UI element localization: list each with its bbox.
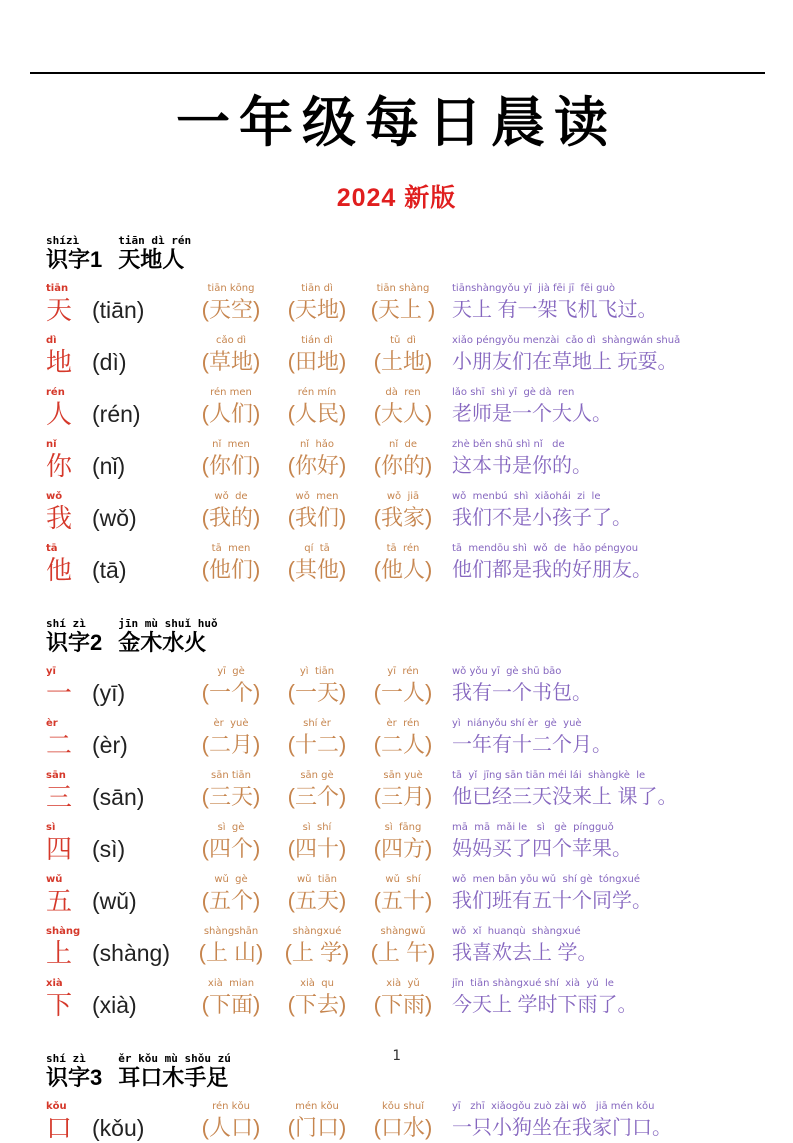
- word-item: [274, 977, 360, 1020]
- reading-text: (yī): [92, 680, 126, 707]
- word-list: [188, 925, 446, 968]
- sentence: [452, 717, 612, 760]
- section-chars: [118, 234, 191, 273]
- word-pinyin: tiān kōng: [207, 283, 255, 295]
- headword: [46, 925, 92, 968]
- headword: [46, 334, 92, 377]
- reading: [92, 886, 188, 916]
- reading: [92, 782, 188, 812]
- word-item: [360, 438, 446, 481]
- headword-char: 上: [46, 938, 73, 969]
- section-number-text: 识字3: [46, 1065, 103, 1091]
- vocab-row: [46, 769, 785, 812]
- reading: [92, 834, 188, 864]
- word-pinyin: nǐ hǎo: [299, 439, 335, 451]
- word-item: [274, 282, 360, 325]
- headword-pinyin: sān: [46, 770, 66, 782]
- headword-pinyin: sì: [46, 822, 56, 834]
- word-text: (天空): [201, 297, 261, 323]
- sentence-pinyin: tā yǐ jīng sān tiān méi lái shàngkè le: [452, 770, 646, 782]
- reading: [92, 555, 188, 585]
- sentence: [452, 665, 592, 708]
- sentence-pinyin: mā mā mǎi le sì gè píngguǒ: [452, 822, 614, 834]
- section-number-pinyin: shízì: [46, 234, 80, 248]
- section-chars-text: 金木水火: [118, 630, 207, 656]
- word-pinyin: tā rén: [386, 543, 420, 555]
- word-pinyin: xià yǔ: [386, 978, 420, 990]
- headword-char: 你: [46, 451, 73, 482]
- headword: [46, 1100, 92, 1143]
- word-text: (天地): [287, 297, 347, 323]
- word-item: [188, 769, 274, 812]
- vocab-row: [46, 438, 785, 481]
- headword: [46, 717, 92, 760]
- headword-pinyin: yī: [46, 666, 56, 678]
- section-chars: [118, 617, 217, 656]
- word-text: (大人): [373, 401, 433, 427]
- word-text: (上 山): [198, 940, 264, 966]
- vocab-row: [46, 1100, 785, 1143]
- word-item: [274, 925, 360, 968]
- reading: [92, 347, 188, 377]
- word-pinyin: wǒ jiā: [386, 491, 420, 503]
- word-text: (你的): [373, 453, 433, 479]
- section-number-text: 识字2: [46, 630, 103, 656]
- headword-pinyin: dì: [46, 335, 57, 347]
- word-item: [274, 490, 360, 533]
- sentence-pinyin: wǒ men bān yǒu wǔ shí gè tóngxué: [452, 874, 640, 886]
- word-text: (五天): [287, 888, 347, 914]
- word-pinyin: dà ren: [385, 387, 421, 399]
- sentence-text: 老师是一个大人。: [452, 403, 612, 426]
- word-list: [188, 334, 446, 377]
- headword-char: 三: [46, 782, 73, 813]
- reading-text: (sì): [92, 836, 126, 863]
- headword-char: 五: [46, 886, 73, 917]
- sentence: [452, 1100, 672, 1143]
- word-text: (你们): [201, 453, 261, 479]
- sentence-pinyin: jīn tiān shàngxué shí xià yǔ le: [452, 978, 614, 990]
- sentence-text: 我们不是小孩子了。: [452, 507, 632, 530]
- word-text: (我们): [287, 505, 347, 531]
- reading: [92, 678, 188, 708]
- sentence-text: 我喜欢去上 学。: [452, 942, 598, 965]
- headword: [46, 386, 92, 429]
- word-text: (下雨): [373, 992, 433, 1018]
- word-list: [188, 717, 446, 760]
- word-item: [188, 977, 274, 1020]
- word-list: [188, 490, 446, 533]
- section: [46, 234, 785, 585]
- word-list: [188, 282, 446, 325]
- section: [46, 617, 785, 1020]
- sentence-pinyin: tā mendōu shì wǒ de hǎo péngyou: [452, 543, 639, 555]
- headword-char: 四: [46, 834, 73, 865]
- sections: [0, 234, 793, 1143]
- word-item: [274, 717, 360, 760]
- headword: [46, 977, 92, 1020]
- word-item: [360, 282, 446, 325]
- word-item: [360, 769, 446, 812]
- word-pinyin: rén mín: [297, 387, 337, 399]
- sentence-text: 天上 有一架飞机飞过。: [452, 299, 658, 322]
- word-text: (门口): [287, 1115, 347, 1141]
- word-pinyin: sì gè: [217, 822, 245, 834]
- word-item: [274, 665, 360, 708]
- word-pinyin: kǒu shuǐ: [381, 1101, 425, 1113]
- reading: [92, 730, 188, 760]
- word-text: (三个): [287, 784, 347, 810]
- word-list: [188, 977, 446, 1020]
- word-item: [360, 665, 446, 708]
- section-header: [46, 234, 785, 273]
- word-pinyin: tā men: [211, 543, 251, 555]
- reading-text: (dì): [92, 349, 127, 376]
- headword-char: 地: [46, 347, 73, 378]
- word-text: (我的): [201, 505, 261, 531]
- reading: [92, 451, 188, 481]
- sentence: [452, 821, 632, 864]
- headword-char: 我: [46, 503, 73, 534]
- headword-char: 天: [46, 295, 73, 326]
- word-text: (草地): [201, 349, 261, 375]
- word-item: [360, 977, 446, 1020]
- headword-pinyin: wǒ: [46, 491, 63, 503]
- headword-pinyin: shàng: [46, 926, 81, 938]
- headword: [46, 542, 92, 585]
- word-pinyin: sì fāng: [384, 822, 422, 834]
- section-chars-pinyin: jīn mù shuǐ huǒ: [118, 617, 218, 631]
- word-pinyin: èr rén: [386, 718, 420, 730]
- word-text: (四个): [201, 836, 261, 862]
- word-item: [274, 334, 360, 377]
- word-text: (田地): [287, 349, 347, 375]
- word-text: (上 学): [284, 940, 350, 966]
- sentence-pinyin: wǒ yǒu yī gè shū bāo: [452, 666, 562, 678]
- word-text: (三天): [201, 784, 261, 810]
- word-pinyin: rén men: [210, 387, 252, 399]
- headword: [46, 438, 92, 481]
- word-pinyin: wǔ tiān: [296, 874, 338, 886]
- section-number: [46, 234, 102, 273]
- word-list: [188, 1100, 446, 1143]
- word-item: [188, 925, 274, 968]
- page-subtitle: 2024 新版: [336, 184, 457, 213]
- word-text: (天上 ): [370, 297, 436, 323]
- headword-pinyin: wǔ: [46, 874, 63, 886]
- section-chars-pinyin: ěr kǒu mù shǒu zú: [118, 1052, 231, 1066]
- word-pinyin: wǒ de: [214, 491, 248, 503]
- sentence: [452, 542, 652, 585]
- word-item: [188, 821, 274, 864]
- word-pinyin: yī rén: [387, 666, 419, 678]
- word-item: [360, 1100, 446, 1143]
- vocab-row: [46, 977, 785, 1020]
- word-item: [274, 1100, 360, 1143]
- word-item: [188, 282, 274, 325]
- word-item: [188, 717, 274, 760]
- vocab-row: [46, 386, 785, 429]
- section-chars-text: 耳口木手足: [118, 1065, 229, 1091]
- reading: [92, 938, 188, 968]
- word-item: [274, 873, 360, 916]
- top-divider: [30, 72, 765, 74]
- word-pinyin: sān yuè: [383, 770, 423, 782]
- headword-char: 他: [46, 555, 73, 586]
- word-item: [360, 873, 446, 916]
- sentence-pinyin: yī zhī xiǎogǒu zuò zài wǒ jiā mén kǒu: [452, 1101, 655, 1113]
- word-list: [188, 769, 446, 812]
- sentence-pinyin: xiǎo péngyǒu menzài cǎo dì shàngwán shuǎ: [452, 335, 681, 347]
- sentence: [452, 282, 658, 325]
- word-item: [360, 821, 446, 864]
- word-pinyin: yī gè: [217, 666, 245, 678]
- section-chars-text: 天地人: [118, 247, 185, 273]
- word-item: [360, 490, 446, 533]
- reading-text: (wǒ): [92, 505, 137, 532]
- word-item: [188, 873, 274, 916]
- reading: [92, 1113, 188, 1143]
- word-pinyin: yì tiān: [299, 666, 335, 678]
- sentence: [452, 925, 598, 968]
- word-item: [188, 1100, 274, 1143]
- headword-pinyin: nǐ: [46, 439, 57, 451]
- vocab-row: [46, 542, 785, 585]
- sentence-text: 一只小狗坐在我家门口。: [452, 1117, 672, 1140]
- word-pinyin: shàngshān: [203, 926, 259, 938]
- word-pinyin: shàngwǔ: [380, 926, 426, 938]
- word-text: (五个): [201, 888, 261, 914]
- word-pinyin: wǔ gè: [214, 874, 248, 886]
- vocab-row: [46, 665, 785, 708]
- word-text: (口水): [373, 1115, 433, 1141]
- word-list: [188, 821, 446, 864]
- word-text: (其他): [287, 557, 347, 583]
- section-number-pinyin: shí zì: [46, 1052, 86, 1066]
- sentence-pinyin: yì niányǒu shí èr gè yuè: [452, 718, 582, 730]
- sentence-text: 一年有十二个月。: [452, 734, 612, 757]
- reading-text: (wǔ): [92, 888, 137, 915]
- reading-text: (shàng): [92, 940, 170, 967]
- word-item: [360, 925, 446, 968]
- vocab-row: [46, 334, 785, 377]
- headword-pinyin: tā: [46, 543, 58, 555]
- word-text: (十二): [287, 732, 347, 758]
- section-chars-pinyin: tiān dì rén: [118, 234, 192, 248]
- sentence-text: 我们班有五十个同学。: [452, 890, 652, 913]
- section: [46, 1052, 785, 1143]
- word-item: [360, 717, 446, 760]
- word-pinyin: nǐ men: [212, 439, 250, 451]
- word-item: [274, 769, 360, 812]
- sentence: [452, 873, 652, 916]
- reading-text: (nǐ): [92, 453, 126, 480]
- sentence: [452, 977, 638, 1020]
- word-text: (四方): [373, 836, 433, 862]
- headword-char: 下: [46, 990, 73, 1021]
- word-pinyin: sì shí: [302, 822, 332, 834]
- vocab-row: [46, 873, 785, 916]
- reading: [92, 295, 188, 325]
- headword-char: 一: [46, 678, 73, 709]
- word-text: (我家): [373, 505, 433, 531]
- word-item: [188, 490, 274, 533]
- word-pinyin: sān tiān: [210, 770, 252, 782]
- word-item: [274, 438, 360, 481]
- vocab-row: [46, 717, 785, 760]
- reading-text: (sān): [92, 784, 145, 811]
- word-text: (一天): [287, 680, 347, 706]
- word-pinyin: shàngxué: [292, 926, 342, 938]
- headword: [46, 490, 92, 533]
- headword-char: 人: [46, 399, 73, 430]
- word-text: (一个): [201, 680, 261, 706]
- word-list: [188, 665, 446, 708]
- headword-pinyin: kǒu: [46, 1101, 67, 1113]
- reading-text: (kǒu): [92, 1115, 145, 1142]
- word-text: (他人): [373, 557, 433, 583]
- sentence-text: 他们都是我的好朋友。: [452, 559, 652, 582]
- word-pinyin: xià mian: [207, 978, 255, 990]
- vocab-row: [46, 821, 785, 864]
- sentence-text: 小朋友们在草地上 玩耍。: [452, 351, 678, 374]
- vocab-row: [46, 490, 785, 533]
- word-text: (一人): [373, 680, 433, 706]
- headword-char: 口: [46, 1113, 73, 1143]
- sentence-text: 我有一个书包。: [452, 682, 592, 705]
- headword: [46, 282, 92, 325]
- word-item: [274, 542, 360, 585]
- headword-pinyin: xià: [46, 978, 63, 990]
- word-pinyin: cǎo dì: [215, 335, 247, 347]
- word-pinyin: wǒ men: [295, 491, 339, 503]
- word-pinyin: xià qu: [300, 978, 334, 990]
- word-list: [188, 542, 446, 585]
- word-list: [188, 873, 446, 916]
- word-text: (五十): [373, 888, 433, 914]
- word-text: (四十): [287, 836, 347, 862]
- section-number-text: 识字1: [46, 247, 103, 273]
- sentence: [452, 334, 680, 377]
- vocab-row: [46, 282, 785, 325]
- word-item: [188, 542, 274, 585]
- word-text: (上 午): [370, 940, 436, 966]
- section-number-pinyin: shí zì: [46, 617, 86, 631]
- word-item: [360, 386, 446, 429]
- word-text: (下去): [287, 992, 347, 1018]
- headword: [46, 769, 92, 812]
- word-text: (二月): [201, 732, 261, 758]
- reading-text: (rén): [92, 401, 141, 428]
- sentence-pinyin: wǒ menbú shì xiǎohái zi le: [452, 491, 601, 503]
- word-pinyin: nǐ de: [389, 439, 417, 451]
- reading-text: (tā): [92, 557, 127, 584]
- word-pinyin: sān gè: [300, 770, 334, 782]
- sentence-pinyin: wǒ xǐ huanqù shàngxué: [452, 926, 581, 938]
- word-pinyin: tián dì: [301, 335, 333, 347]
- section-number: [46, 617, 102, 656]
- word-pinyin: rén kǒu: [212, 1101, 250, 1113]
- word-item: [188, 438, 274, 481]
- vocab-row: [46, 925, 785, 968]
- headword-char: 二: [46, 730, 73, 761]
- word-list: [188, 438, 446, 481]
- sentence: [452, 386, 612, 429]
- word-item: [274, 821, 360, 864]
- word-item: [360, 334, 446, 377]
- sentence-text: 这本书是你的。: [452, 455, 592, 478]
- reading: [92, 399, 188, 429]
- sentence-text: 他已经三天没来上 课了。: [452, 786, 678, 809]
- word-text: (他们): [201, 557, 261, 583]
- sentence: [452, 438, 592, 481]
- word-text: (二人): [373, 732, 433, 758]
- word-pinyin: tiān dì: [301, 283, 333, 295]
- sentence-text: 妈妈买了四个苹果。: [452, 838, 632, 861]
- headword-pinyin: tiān: [46, 283, 69, 295]
- headword-pinyin: rén: [46, 387, 65, 399]
- word-pinyin: qí tā: [304, 543, 330, 555]
- reading-text: (tiān): [92, 297, 145, 324]
- word-text: (你好): [287, 453, 347, 479]
- word-text: (下面): [201, 992, 261, 1018]
- word-pinyin: mén kǒu: [295, 1101, 339, 1113]
- sentence: [452, 490, 632, 533]
- page-title: 一年级每日晨读: [176, 93, 617, 153]
- word-text: (土地): [373, 349, 433, 375]
- word-pinyin: wǔ shí: [385, 874, 421, 886]
- word-pinyin: èr yuè: [213, 718, 249, 730]
- sentence-pinyin: lǎo shī shì yī gè dà ren: [452, 387, 575, 399]
- headword: [46, 821, 92, 864]
- reading-text: (xià): [92, 992, 137, 1019]
- word-text: (人民): [287, 401, 347, 427]
- word-text: (三月): [373, 784, 433, 810]
- sentence-text: 今天上 学时下雨了。: [452, 994, 638, 1017]
- word-text: (人们): [201, 401, 261, 427]
- headword-pinyin: èr: [46, 718, 58, 730]
- word-text: (人口): [201, 1115, 261, 1141]
- word-pinyin: tǔ dì: [390, 335, 416, 347]
- word-item: [274, 386, 360, 429]
- word-item: [188, 665, 274, 708]
- word-list: [188, 386, 446, 429]
- word-pinyin: shí èr: [303, 718, 331, 730]
- headword: [46, 665, 92, 708]
- page-number: 1: [392, 1048, 401, 1064]
- reading-text: (èr): [92, 732, 128, 759]
- reading: [92, 990, 188, 1020]
- sentence-pinyin: tiānshàngyǒu yī jià fēi jī fēi guò: [452, 283, 615, 295]
- word-item: [360, 542, 446, 585]
- headword: [46, 873, 92, 916]
- word-pinyin: tiān shàng: [376, 283, 430, 295]
- section-header: [46, 617, 785, 656]
- sentence-pinyin: zhè běn shū shì nǐ de: [452, 439, 565, 451]
- reading: [92, 503, 188, 533]
- sentence: [452, 769, 678, 812]
- word-item: [188, 334, 274, 377]
- word-item: [188, 386, 274, 429]
